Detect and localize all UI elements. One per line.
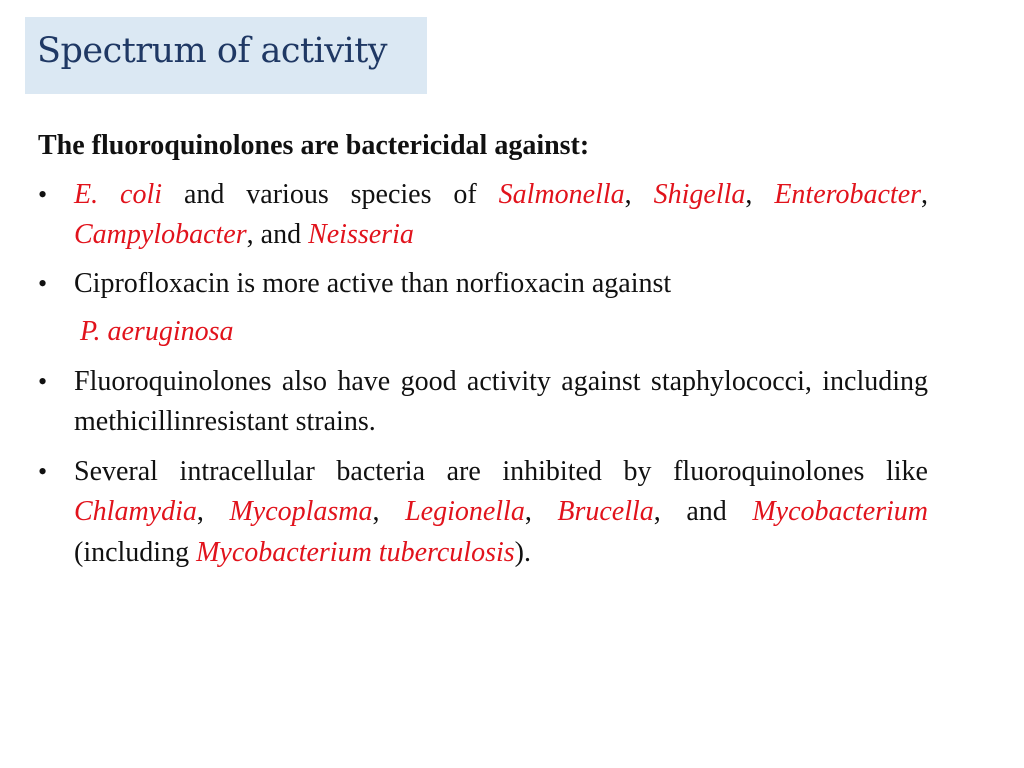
bullet-icon: • (38, 366, 48, 396)
bullet-3-text: Fluoroquinolones also have good activity against staphylococci, including methicillinresistant strains. (74, 365, 928, 437)
organism-mycobacterium: Mycobacterium (752, 496, 929, 527)
text-span: Several intracellular bacteria are inhibited by fluoroquinolones like (74, 455, 928, 487)
slide-content (38, 126, 928, 573)
organism-shigella: Shigella (653, 178, 746, 210)
bullet-2-text (74, 264, 928, 305)
organism-e-coli: E. coli (74, 178, 163, 210)
text-span: , and (246, 219, 309, 250)
organism-campylobacter: Campylobacter (74, 219, 247, 250)
organism-mycoplasma: Mycoplasma (229, 496, 373, 527)
content-heading: The fluoroquinolones are bactericidal against: (38, 130, 590, 161)
bullet-item-3 (38, 362, 928, 443)
text-span: ). (514, 536, 531, 568)
text-span: , (196, 496, 230, 527)
bullet-icon: • (38, 268, 48, 298)
bullet-icon: • (38, 179, 48, 209)
organism-enterobacter: Enterobacter (774, 178, 922, 210)
organism-p-aeruginosa: P. aeruginosa (80, 316, 234, 347)
text-span: , (372, 496, 406, 527)
bullet-2-continuation (38, 312, 928, 353)
text-span: and various species of (162, 178, 499, 210)
bullet-icon: • (38, 456, 48, 486)
bullet-2-line-1: Ciprofloxacin is more active than norfioxacin against (74, 267, 672, 299)
title-box (25, 17, 427, 94)
bullet-4-text (74, 452, 928, 574)
organism-neisseria: Neisseria (308, 219, 414, 250)
text-span: , (921, 178, 929, 210)
bullet-1-text (74, 175, 928, 256)
organism-legionella: Legionella (405, 496, 525, 527)
text-span: , (624, 178, 654, 210)
text-span: (including (74, 536, 197, 568)
text-span: , and (653, 496, 753, 527)
slide-title: Spectrum of activity (37, 31, 388, 71)
bullet-item-1 (38, 175, 928, 256)
text-span: , (524, 496, 558, 527)
organism-salmonella: Salmonella (498, 178, 625, 210)
organism-mycobacterium-tuberculosis: Mycobacterium tuberculosis (196, 536, 515, 568)
organism-brucella: Brucella (557, 496, 654, 527)
text-span: , (745, 178, 775, 210)
bullet-item-4 (38, 452, 928, 574)
organism-chlamydia: Chlamydia (74, 496, 197, 527)
bullet-item-2 (38, 264, 928, 305)
